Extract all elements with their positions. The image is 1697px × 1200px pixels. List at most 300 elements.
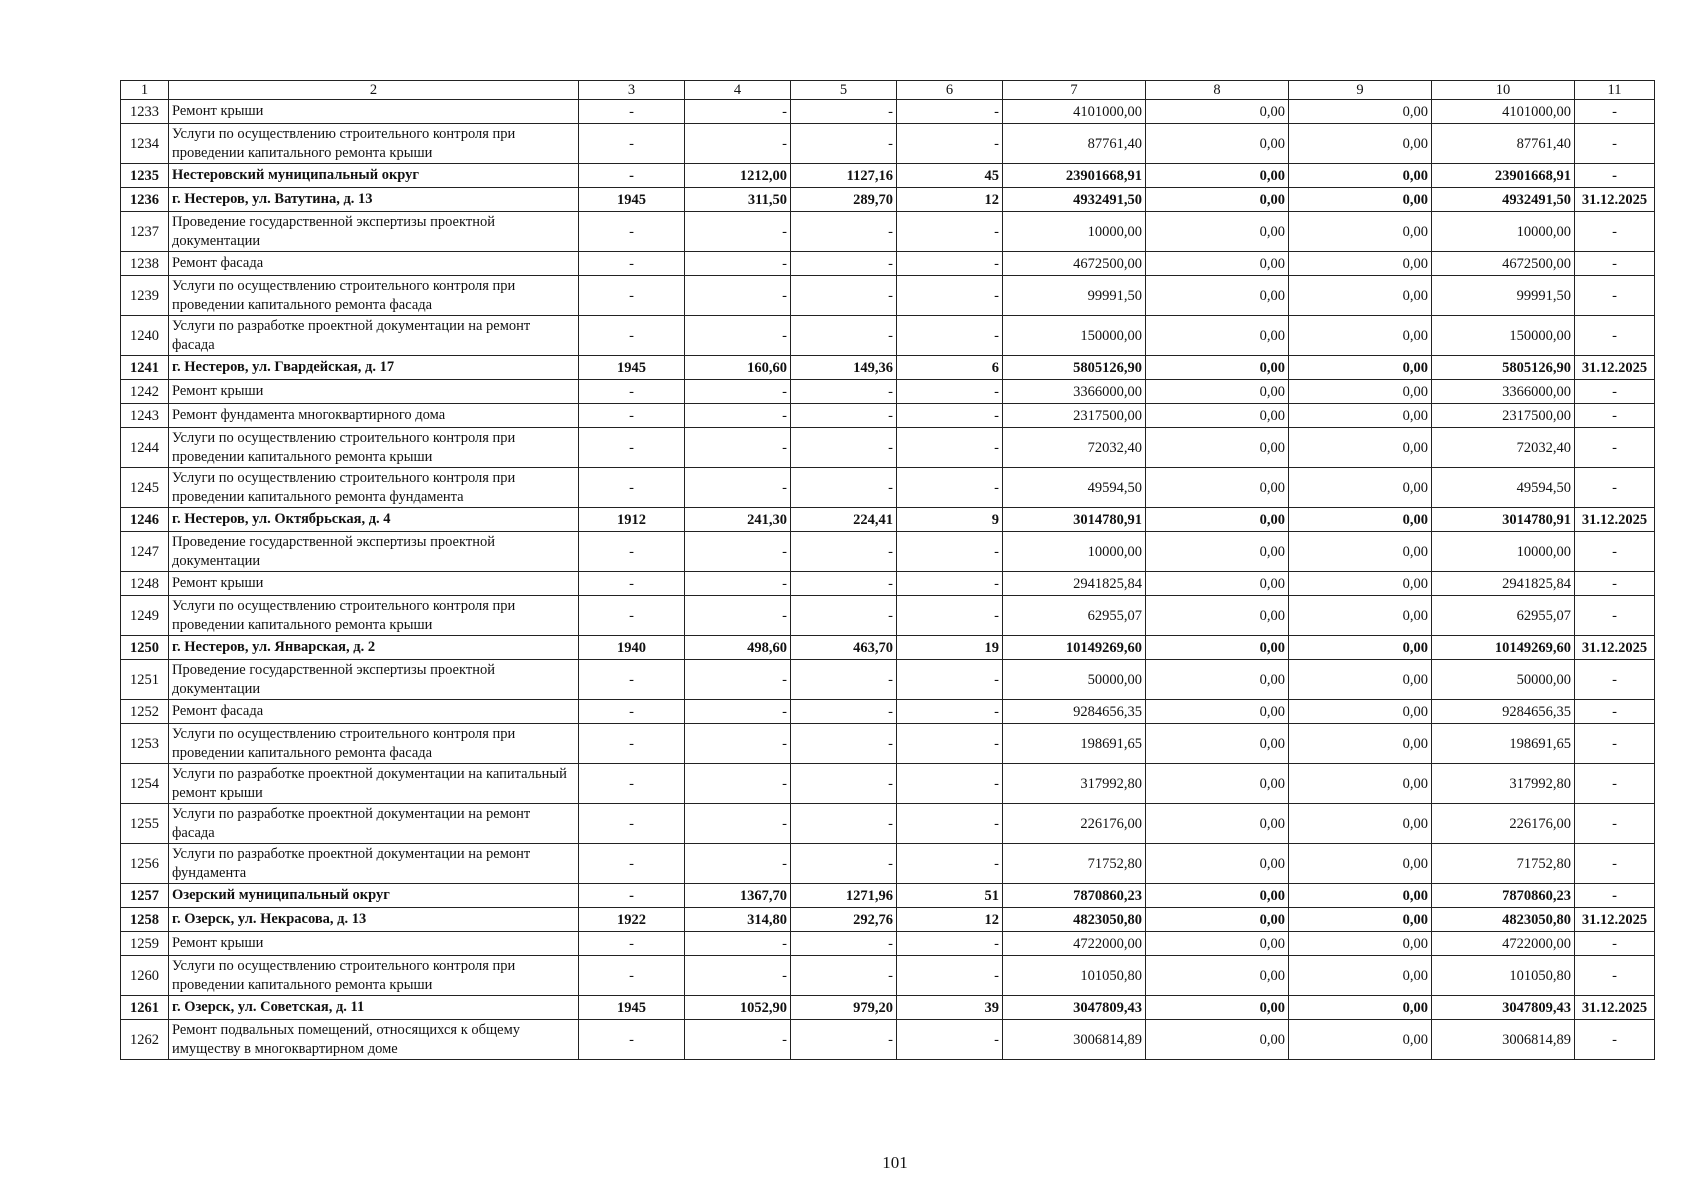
table-row [121,188,1655,212]
year-cell: - [579,956,685,996]
cost-total-cell: 4932491,50 [1003,188,1146,212]
cost-total-cell: 72032,40 [1003,428,1146,468]
deadline-cell: - [1575,532,1655,572]
living-area-cell: - [791,404,897,428]
table-row [121,380,1655,404]
residents-cell: 12 [897,908,1003,932]
living-area-cell: 224,41 [791,508,897,532]
deadline-cell: - [1575,596,1655,636]
row-number-cell: 1253 [121,724,169,764]
cost-total-cell: 3006814,89 [1003,1020,1146,1060]
cost-regional-cell: 0,00 [1289,572,1432,596]
cost-regional-cell: 0,00 [1289,356,1432,380]
year-cell: - [579,932,685,956]
cost-total-cell: 10149269,60 [1003,636,1146,660]
total-area-cell: - [685,596,791,636]
residents-cell: - [897,1020,1003,1060]
living-area-cell: 149,36 [791,356,897,380]
deadline-cell: - [1575,1020,1655,1060]
deadline-cell: - [1575,252,1655,276]
cost-owners-cell: 23901668,91 [1432,164,1575,188]
year-cell: - [579,724,685,764]
deadline-cell: 31.12.2025 [1575,188,1655,212]
row-number-cell: 1245 [121,468,169,508]
deadline-cell: 31.12.2025 [1575,908,1655,932]
cost-owners-cell: 49594,50 [1432,468,1575,508]
cost-federal-cell: 0,00 [1146,884,1289,908]
deadline-cell: - [1575,468,1655,508]
cost-owners-cell: 150000,00 [1432,316,1575,356]
cost-regional-cell: 0,00 [1289,100,1432,124]
living-area-cell: - [791,572,897,596]
deadline-cell: - [1575,844,1655,884]
column-number-header: 7 [1003,81,1146,100]
year-cell: - [579,404,685,428]
total-area-cell: - [685,572,791,596]
cost-federal-cell: 0,00 [1146,844,1289,884]
cost-owners-cell: 3014780,91 [1432,508,1575,532]
row-number-cell: 1255 [121,804,169,844]
work-description-cell: г. Озерск, ул. Некрасова, д. 13 [169,908,579,932]
table-row [121,660,1655,700]
cost-federal-cell: 0,00 [1146,636,1289,660]
row-number-cell: 1252 [121,700,169,724]
cost-federal-cell: 0,00 [1146,700,1289,724]
living-area-cell: - [791,596,897,636]
cost-regional-cell: 0,00 [1289,660,1432,700]
cost-total-cell: 5805126,90 [1003,356,1146,380]
year-cell: - [579,380,685,404]
column-number-header: 9 [1289,81,1432,100]
residents-cell: - [897,212,1003,252]
table-row [121,100,1655,124]
table-row [121,596,1655,636]
total-area-cell: - [685,316,791,356]
year-cell: - [579,252,685,276]
cost-total-cell: 2941825,84 [1003,572,1146,596]
year-cell: - [579,124,685,164]
cost-total-cell: 9284656,35 [1003,700,1146,724]
total-area-cell: - [685,844,791,884]
residents-cell: 9 [897,508,1003,532]
row-number-cell: 1234 [121,124,169,164]
cost-owners-cell: 317992,80 [1432,764,1575,804]
total-area-cell: 498,60 [685,636,791,660]
deadline-cell: - [1575,660,1655,700]
residents-cell: - [897,764,1003,804]
year-cell: - [579,276,685,316]
living-area-cell: - [791,468,897,508]
total-area-cell: - [685,700,791,724]
living-area-cell: - [791,660,897,700]
cost-owners-cell: 50000,00 [1432,660,1575,700]
living-area-cell: 463,70 [791,636,897,660]
residents-cell: - [897,468,1003,508]
cost-federal-cell: 0,00 [1146,764,1289,804]
total-area-cell: - [685,724,791,764]
cost-regional-cell: 0,00 [1289,468,1432,508]
year-cell: - [579,316,685,356]
work-description-cell: Услуги по осуществлению строительного контроля при проведении капитального ремонта крыши [169,956,579,996]
cost-total-cell: 99991,50 [1003,276,1146,316]
cost-total-cell: 3014780,91 [1003,508,1146,532]
cost-regional-cell: 0,00 [1289,428,1432,468]
table-row [121,724,1655,764]
work-description-cell: Проведение государственной экспертизы проектной документации [169,660,579,700]
table-row [121,124,1655,164]
cost-total-cell: 4101000,00 [1003,100,1146,124]
residents-cell: - [897,572,1003,596]
table-row [121,884,1655,908]
work-description-cell: Ремонт крыши [169,380,579,404]
total-area-cell: 1212,00 [685,164,791,188]
deadline-cell: - [1575,276,1655,316]
year-cell: - [579,100,685,124]
cost-owners-cell: 4101000,00 [1432,100,1575,124]
table-row [121,212,1655,252]
year-cell: - [579,572,685,596]
living-area-cell: 1271,96 [791,884,897,908]
cost-owners-cell: 9284656,35 [1432,700,1575,724]
work-description-cell: Проведение государственной экспертизы проектной документации [169,532,579,572]
work-description-cell: г. Нестеров, ул. Октябрьская, д. 4 [169,508,579,532]
living-area-cell: - [791,316,897,356]
table-row [121,252,1655,276]
total-area-cell: - [685,100,791,124]
table-row [121,316,1655,356]
total-area-cell: 160,60 [685,356,791,380]
work-description-cell: г. Нестеров, ул. Гвардейская, д. 17 [169,356,579,380]
residents-cell: 6 [897,356,1003,380]
column-number-header: 3 [579,81,685,100]
row-number-cell: 1254 [121,764,169,804]
cost-regional-cell: 0,00 [1289,908,1432,932]
cost-federal-cell: 0,00 [1146,596,1289,636]
residents-cell: - [897,404,1003,428]
cost-total-cell: 4672500,00 [1003,252,1146,276]
cost-total-cell: 7870860,23 [1003,884,1146,908]
table-row [121,956,1655,996]
total-area-cell: - [685,804,791,844]
table-row [121,908,1655,932]
living-area-cell: - [791,804,897,844]
cost-owners-cell: 4823050,80 [1432,908,1575,932]
deadline-cell: 31.12.2025 [1575,508,1655,532]
row-number-cell: 1249 [121,596,169,636]
living-area-cell: - [791,276,897,316]
living-area-cell: - [791,724,897,764]
cost-regional-cell: 0,00 [1289,1020,1432,1060]
residents-cell: - [897,956,1003,996]
cost-federal-cell: 0,00 [1146,188,1289,212]
cost-owners-cell: 62955,07 [1432,596,1575,636]
residents-cell: - [897,700,1003,724]
cost-total-cell: 101050,80 [1003,956,1146,996]
cost-regional-cell: 0,00 [1289,764,1432,804]
year-cell: - [579,596,685,636]
work-description-cell: Услуги по разработке проектной документации на ремонт фасада [169,804,579,844]
column-number-header: 8 [1146,81,1289,100]
residents-cell: - [897,596,1003,636]
deadline-cell: 31.12.2025 [1575,356,1655,380]
cost-federal-cell: 0,00 [1146,804,1289,844]
row-number-cell: 1237 [121,212,169,252]
cost-federal-cell: 0,00 [1146,404,1289,428]
cost-federal-cell: 0,00 [1146,532,1289,572]
cost-regional-cell: 0,00 [1289,956,1432,996]
row-number-cell: 1251 [121,660,169,700]
row-number-cell: 1239 [121,276,169,316]
row-number-cell: 1260 [121,956,169,996]
cost-federal-cell: 0,00 [1146,932,1289,956]
cost-federal-cell: 0,00 [1146,100,1289,124]
cost-owners-cell: 10149269,60 [1432,636,1575,660]
deadline-cell: - [1575,404,1655,428]
cost-total-cell: 2317500,00 [1003,404,1146,428]
total-area-cell: - [685,212,791,252]
row-number-cell: 1250 [121,636,169,660]
cost-regional-cell: 0,00 [1289,700,1432,724]
table-row [121,532,1655,572]
year-cell: - [579,428,685,468]
total-area-cell: 314,80 [685,908,791,932]
deadline-cell: - [1575,124,1655,164]
year-cell: - [579,532,685,572]
work-description-cell: Проведение государственной экспертизы проектной документации [169,212,579,252]
table-row [121,508,1655,532]
column-number-header: 5 [791,81,897,100]
living-area-cell: 1127,16 [791,164,897,188]
work-description-cell: Услуги по осуществлению строительного контроля при проведении капитального ремонта крыши [169,428,579,468]
cost-total-cell: 50000,00 [1003,660,1146,700]
total-area-cell: 1052,90 [685,996,791,1020]
cost-regional-cell: 0,00 [1289,532,1432,572]
year-cell: - [579,764,685,804]
cost-regional-cell: 0,00 [1289,380,1432,404]
table-row [121,844,1655,884]
work-description-cell: Ремонт фасада [169,252,579,276]
cost-total-cell: 198691,65 [1003,724,1146,764]
year-cell: 1945 [579,188,685,212]
total-area-cell: 311,50 [685,188,791,212]
deadline-cell: - [1575,380,1655,404]
living-area-cell: - [791,380,897,404]
living-area-cell: 289,70 [791,188,897,212]
cost-owners-cell: 10000,00 [1432,212,1575,252]
table-row [121,164,1655,188]
year-cell: - [579,164,685,188]
total-area-cell: - [685,1020,791,1060]
row-number-cell: 1247 [121,532,169,572]
work-description-cell: г. Нестеров, ул. Ватутина, д. 13 [169,188,579,212]
residents-cell: 19 [897,636,1003,660]
row-number-cell: 1235 [121,164,169,188]
residents-cell: - [897,100,1003,124]
cost-total-cell: 49594,50 [1003,468,1146,508]
table-row [121,996,1655,1020]
cost-regional-cell: 0,00 [1289,596,1432,636]
work-description-cell: Озерский муниципальный округ [169,884,579,908]
year-cell: - [579,1020,685,1060]
cost-regional-cell: 0,00 [1289,404,1432,428]
living-area-cell: - [791,124,897,164]
cost-federal-cell: 0,00 [1146,276,1289,316]
deadline-cell: - [1575,804,1655,844]
total-area-cell: - [685,252,791,276]
row-number-cell: 1242 [121,380,169,404]
work-description-cell: г. Озерск, ул. Советская, д. 11 [169,996,579,1020]
year-cell: 1945 [579,356,685,380]
total-area-cell: - [685,932,791,956]
residents-cell: 12 [897,188,1003,212]
cost-federal-cell: 0,00 [1146,508,1289,532]
row-number-cell: 1233 [121,100,169,124]
cost-federal-cell: 0,00 [1146,356,1289,380]
cost-federal-cell: 0,00 [1146,468,1289,508]
work-description-cell: Услуги по осуществлению строительного контроля при проведении капитального ремонта фундамента [169,468,579,508]
cost-owners-cell: 3366000,00 [1432,380,1575,404]
cost-owners-cell: 99991,50 [1432,276,1575,316]
total-area-cell: 241,30 [685,508,791,532]
row-number-cell: 1256 [121,844,169,884]
page-number: 101 [882,1153,908,1172]
work-description-cell: Ремонт фасада [169,700,579,724]
table-body [121,81,1655,1060]
cost-regional-cell: 0,00 [1289,636,1432,660]
cost-federal-cell: 0,00 [1146,724,1289,764]
total-area-cell: - [685,404,791,428]
row-number-cell: 1248 [121,572,169,596]
residents-cell: - [897,724,1003,764]
residents-cell: 39 [897,996,1003,1020]
residents-cell: - [897,124,1003,164]
cost-federal-cell: 0,00 [1146,380,1289,404]
total-area-cell: - [685,276,791,316]
year-cell: 1922 [579,908,685,932]
living-area-cell: - [791,252,897,276]
living-area-cell: - [791,1020,897,1060]
living-area-cell: - [791,212,897,252]
column-number-header: 10 [1432,81,1575,100]
table-row [121,1020,1655,1060]
residents-cell: - [897,316,1003,356]
work-description-cell: Услуги по осуществлению строительного контроля при проведении капитального ремонта фасада [169,724,579,764]
row-number-cell: 1244 [121,428,169,468]
deadline-cell: - [1575,428,1655,468]
residents-cell: - [897,932,1003,956]
residents-cell: - [897,844,1003,884]
cost-owners-cell: 5805126,90 [1432,356,1575,380]
cost-owners-cell: 10000,00 [1432,532,1575,572]
residents-cell: - [897,660,1003,700]
cost-regional-cell: 0,00 [1289,188,1432,212]
cost-owners-cell: 226176,00 [1432,804,1575,844]
total-area-cell: - [685,380,791,404]
work-description-cell: Услуги по осуществлению строительного контроля при проведении капитального ремонта крыши [169,596,579,636]
row-number-cell: 1259 [121,932,169,956]
total-area-cell: - [685,660,791,700]
living-area-cell: - [791,428,897,468]
cost-owners-cell: 71752,80 [1432,844,1575,884]
cost-regional-cell: 0,00 [1289,804,1432,844]
column-number-header: 6 [897,81,1003,100]
table-row [121,636,1655,660]
residents-cell: - [897,428,1003,468]
work-description-cell: Услуги по разработке проектной документации на ремонт фасада [169,316,579,356]
total-area-cell: 1367,70 [685,884,791,908]
cost-total-cell: 3047809,43 [1003,996,1146,1020]
deadline-cell: - [1575,884,1655,908]
cost-regional-cell: 0,00 [1289,996,1432,1020]
column-number-header: 1 [121,81,169,100]
cost-total-cell: 317992,80 [1003,764,1146,804]
cost-total-cell: 71752,80 [1003,844,1146,884]
living-area-cell: 292,76 [791,908,897,932]
residents-cell: - [897,804,1003,844]
row-number-cell: 1241 [121,356,169,380]
year-cell: - [579,700,685,724]
row-number-cell: 1243 [121,404,169,428]
cost-total-cell: 87761,40 [1003,124,1146,164]
cost-owners-cell: 4722000,00 [1432,932,1575,956]
year-cell: - [579,212,685,252]
cost-total-cell: 226176,00 [1003,804,1146,844]
total-area-cell: - [685,532,791,572]
deadline-cell: - [1575,212,1655,252]
cost-owners-cell: 7870860,23 [1432,884,1575,908]
deadline-cell: - [1575,164,1655,188]
cost-total-cell: 62955,07 [1003,596,1146,636]
year-cell: - [579,660,685,700]
cost-total-cell: 10000,00 [1003,212,1146,252]
column-number-header: 4 [685,81,791,100]
cost-regional-cell: 0,00 [1289,884,1432,908]
table-row [121,700,1655,724]
year-cell: - [579,884,685,908]
header-row [121,81,1655,100]
table-row [121,276,1655,316]
living-area-cell: - [791,764,897,804]
residents-cell: 51 [897,884,1003,908]
living-area-cell: - [791,844,897,884]
total-area-cell: - [685,468,791,508]
year-cell: 1940 [579,636,685,660]
cost-owners-cell: 4672500,00 [1432,252,1575,276]
work-description-cell: Ремонт подвальных помещений, относящихся к общему имуществу в многоквартирном доме [169,1020,579,1060]
cost-total-cell: 150000,00 [1003,316,1146,356]
cost-federal-cell: 0,00 [1146,660,1289,700]
cost-regional-cell: 0,00 [1289,932,1432,956]
row-number-cell: 1238 [121,252,169,276]
cost-owners-cell: 3047809,43 [1432,996,1575,1020]
residents-cell: - [897,380,1003,404]
cost-federal-cell: 0,00 [1146,908,1289,932]
table-row [121,764,1655,804]
living-area-cell: - [791,100,897,124]
column-number-header: 11 [1575,81,1655,100]
cost-owners-cell: 198691,65 [1432,724,1575,764]
total-area-cell: - [685,428,791,468]
table-row [121,804,1655,844]
deadline-cell: 31.12.2025 [1575,636,1655,660]
cost-regional-cell: 0,00 [1289,212,1432,252]
year-cell: - [579,468,685,508]
work-description-cell: Услуги по разработке проектной документации на ремонт фундамента [169,844,579,884]
column-number-header: 2 [169,81,579,100]
cost-total-cell: 4722000,00 [1003,932,1146,956]
year-cell: - [579,844,685,884]
total-area-cell: - [685,764,791,804]
